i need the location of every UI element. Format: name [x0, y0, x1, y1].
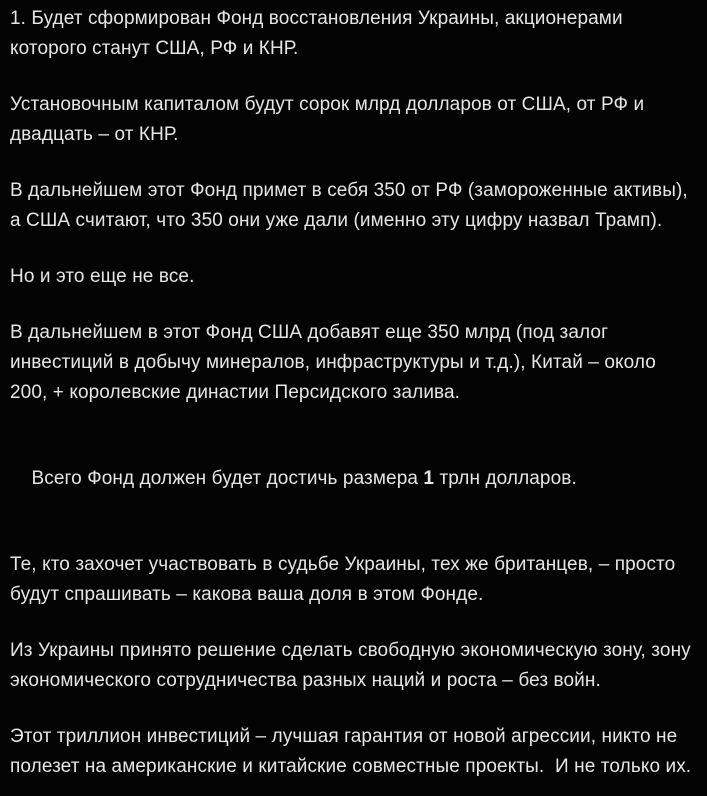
paragraph-3: В дальнейшем этот Фонд примет в себя 350 от РФ (замороженные активы), а США считают, что 350 они уже дали (именно эту цифру назвал Трамп). [10, 180, 694, 231]
paragraph-7: Те, кто захочет участвовать в судьбе Украины, тех же британцев, – просто будут спрашивать – какова ваша доля в этом Фонде. [10, 554, 681, 605]
paragraph-8: Из Украины принято решение сделать свободную экономическую зону, зону экономического сотрудничества разных наций и роста – без войн. [10, 640, 697, 691]
paragraph-2: Установочным капиталом будут сорок млрд долларов от США, от РФ и двадцать – от КНР. [10, 94, 650, 145]
paragraph-9: Этот триллион инвестиций – лучшая гарантия от новой агрессии, никто не полезет на американские и китайские совместные проекты. И не только их. [10, 726, 692, 777]
paragraph-6 [10, 434, 697, 524]
paragraph-4: Но и это еще не все. [10, 266, 195, 287]
paragraph-6-bold-number: 1 [423, 468, 435, 489]
paragraph-6-segment-1: Всего Фонд должен будет достичь размера [31, 468, 424, 489]
paragraph-1: 1. Будет сформирован Фонд восстановления Украины, акционерами которого станут США, РФ и КНР. [10, 8, 629, 59]
paragraph-6-segment-3: трлн долларов. [434, 468, 577, 489]
paragraph-5: В дальнейшем в этот Фонд США добавят еще 350 млрд (под залог инвестиций в добычу минералов, инфраструктуры и т.д.), Китай – около 200, + королевские династии Персидского залива. [10, 322, 662, 403]
